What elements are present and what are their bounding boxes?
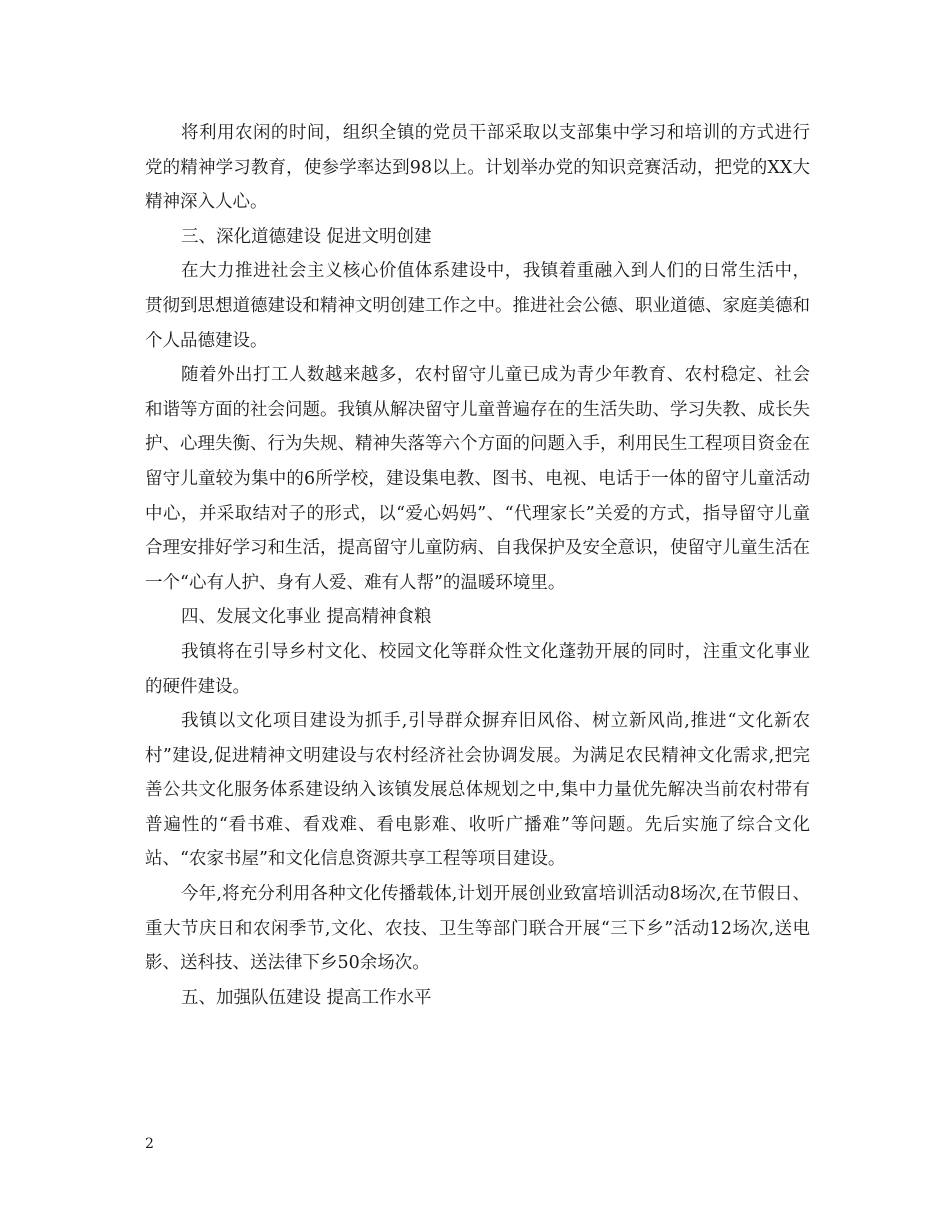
section-heading-5: 五、加强队伍建设 提高工作水平 [181, 987, 432, 1008]
paragraph-culture-hardware: 我镇将在引导乡村文化、校园文化等群众性文化蓬勃开展的同时，注重文化事业的硬件建设。 [145, 641, 810, 697]
paragraph-party-study: 将利用农闲的时间，组织全镇的党员干部采取以支部集中学习和培训的方式进行党的精神学习教育，使参学率达到98以上。计划举办党的知识竞赛活动，把党的XX大精神深入人心。 [145, 123, 810, 213]
paragraph-moral-construction: 在大力推进社会主义核心价值体系建设中，我镇着重融入到人们的日常生活中，贯彻到思想道德建设和精神文明创建工作之中。推进社会公德、职业道德、家庭美德和个人品德建设。 [145, 261, 810, 351]
paragraph-left-behind-children: 随着外出打工人数越来越多，农村留守儿童已成为青少年教育、农村稳定、社会和谐等方面的社会问题。我镇从解决留守儿童普遍存在的生活失助、学习失教、成长失护、心理失衡、行为失规、精神失落等六个方面的问题入手，利用民生工程项目资金在留守儿童较为集中的6所学校，建设集电教、图书、电视、电话于一体的留守儿童活动中心，并采取结对子的形式，以“爱心妈妈”、“代理家长”关爱的方式，指导留守儿童合理安排好学习和生活，提高留守儿童防病、自我保护及安全意识，使留守儿童生活在一个“心有人护、身有人爱、难有人帮”的温暖环境里。 [145, 365, 810, 593]
section-heading-4: 四、发展文化事业 提高精神食粮 [181, 607, 432, 628]
page-number: 2 [145, 1136, 154, 1152]
section-heading-3: 三、深化道德建设 促进文明创建 [181, 226, 432, 247]
paragraph-culture-projects: 我镇以文化项目建设为抓手,引导群众摒弃旧风俗、树立新风尚,推进“文化新农村”建设,促进精神文明建设与农村经济社会协调发展。为满足农民精神文化需求,把完善公共文化服务体系建设纳入该镇发展总体规划之中,集中力量优先解决当前农村带有普遍性的“看书难、看戏难、看电影难、收听广播难”等问题。先后实施了综合文化站、“农家书屋”和文化信息资源共享工程等项目建设。 [145, 711, 810, 870]
paragraph-this-year-plan: 今年,将充分利用各种文化传播载体,计划开展创业致富培训活动8场次,在节假日、重大节庆日和农闲季节,文化、农技、卫生等部门联合开展“三下乡”活动12场次,送电影、送科技、送法律下乡50余场次。 [145, 884, 810, 974]
document-body [145, 116, 810, 1015]
